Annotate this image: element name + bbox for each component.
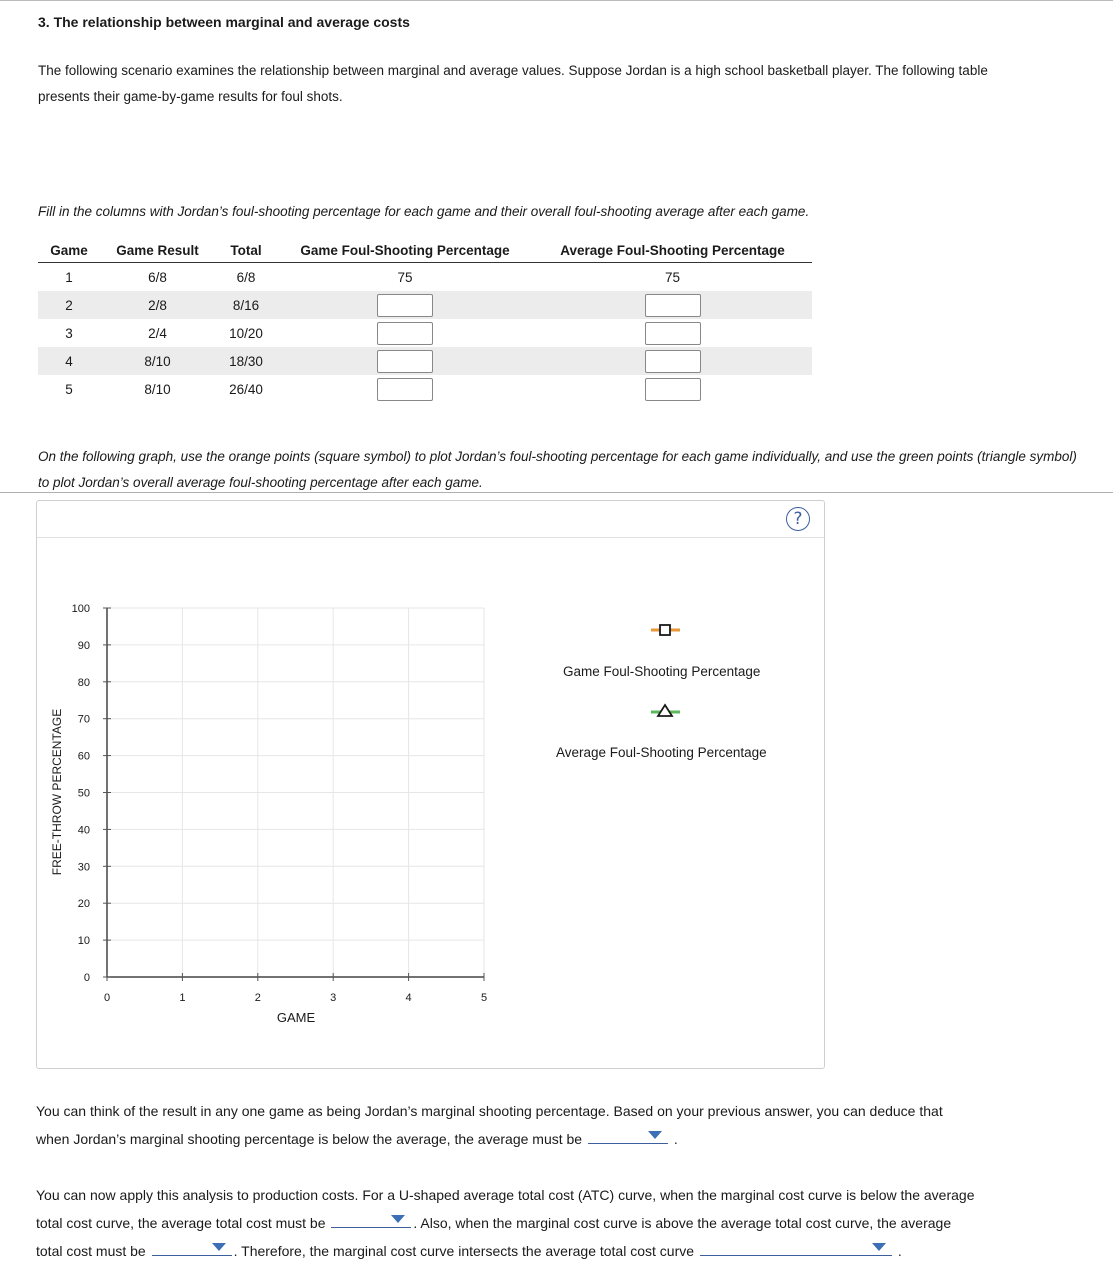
game-pct-input-4[interactable] xyxy=(377,350,433,373)
q1-text-1: You can think of the result in any one game as being Jordan’s marginal shooting percentage. Based on your previous answer, you can deduce that xyxy=(36,1103,943,1119)
top-divider xyxy=(0,0,1113,1)
y-tick-label: 70 xyxy=(77,713,90,726)
chevron-down-icon xyxy=(648,1131,662,1139)
legend-game-marker[interactable] xyxy=(651,625,680,635)
intro-text: The following scenario examines the relationship between marginal and average values. Suppose Jordan is a high school basketball player. The following table presents their game-by-game results for foul shots. xyxy=(38,63,988,104)
question-2 xyxy=(36,1181,1111,1265)
plot-area[interactable] xyxy=(37,501,824,1068)
header-game: Game xyxy=(38,238,100,263)
y-tick-label: 40 xyxy=(77,824,90,837)
legend-average-label: Average Foul-Shooting Percentage xyxy=(556,745,767,760)
q1-end: . xyxy=(673,1131,678,1147)
y-tick-label: 50 xyxy=(77,787,90,800)
y-tick-label: 80 xyxy=(77,676,90,689)
cell-result: 2/8 xyxy=(100,291,215,319)
x-tick-label: 2 xyxy=(254,992,261,1004)
y-tick-label: 100 xyxy=(71,603,90,615)
table-row xyxy=(38,347,812,375)
cell-game: 4 xyxy=(38,347,100,375)
q2-text-5: . Therefore, the marginal cost curve intersects the average total cost curve xyxy=(233,1243,695,1259)
q2-dropdown-3[interactable] xyxy=(700,1237,892,1256)
cell-result: 8/10 xyxy=(100,347,215,375)
avg-pct-input-3[interactable] xyxy=(645,322,701,345)
x-tick-label: 0 xyxy=(103,992,111,1004)
chevron-down-icon xyxy=(391,1215,405,1223)
cell-result: 8/10 xyxy=(144,381,171,397)
table-row xyxy=(38,291,812,319)
table-header-row xyxy=(38,238,812,263)
question-title: 3. The relationship between marginal and average costs xyxy=(38,14,410,30)
y-axis-label: FREE-THROW PERCENTAGE xyxy=(50,708,64,876)
q1-dropdown[interactable] xyxy=(588,1125,668,1144)
cell-result: 2/4 xyxy=(148,325,167,341)
q2-text-4: total cost must be xyxy=(36,1243,146,1259)
cell-total: 26/40 xyxy=(229,381,263,397)
help-icon[interactable]: ? xyxy=(786,507,810,531)
cell-total: 18/30 xyxy=(215,347,277,375)
avg-pct-input-5[interactable] xyxy=(645,378,701,401)
x-tick-label: 1 xyxy=(179,992,186,1004)
q2-text-3: . Also, when the marginal cost curve is above the average total cost curve, the average xyxy=(413,1215,952,1231)
legend-game-label: Game Foul-Shooting Percentage xyxy=(563,664,761,679)
x-axis-label: GAME xyxy=(276,1010,316,1025)
cell-game: 2 xyxy=(38,291,100,319)
cell-game: 3 xyxy=(65,325,73,341)
avg-pct-input-2[interactable] xyxy=(645,294,701,317)
question-1 xyxy=(36,1097,943,1153)
table-row xyxy=(38,263,812,292)
cell-total: 6/8 xyxy=(236,269,256,285)
y-tick-label: 90 xyxy=(77,639,90,652)
table-row xyxy=(38,375,812,403)
cell-game-pct: 75 xyxy=(397,269,413,285)
chevron-down-icon xyxy=(212,1243,226,1251)
y-tick-label: 20 xyxy=(77,898,90,911)
cell-game: 1 xyxy=(65,269,73,285)
table-instruction: Fill in the columns with Jordan’s foul-shooting percentage for each game and their overall foul-shooting average after each game. xyxy=(38,204,810,219)
game-pct-input-5[interactable] xyxy=(377,378,433,401)
header-total: Total xyxy=(215,238,277,263)
game-pct-input-3[interactable] xyxy=(377,322,433,345)
table-row xyxy=(38,319,812,347)
graph-instruction: On the following graph, use the orange points (square symbol) to plot Jordan’s foul-shooting percentage for each game individually, and use the green points (triangle symbol) to plot Jordan’s overall average foul-shooting percentage after each game. xyxy=(38,449,1077,490)
header-game-result: Game Result xyxy=(100,238,215,263)
game-pct-input-2[interactable] xyxy=(377,294,433,317)
cell-game: 5 xyxy=(65,381,73,397)
q2-dropdown-1[interactable] xyxy=(331,1209,411,1228)
header-game-pct: Game Foul-Shooting Percentage xyxy=(277,238,533,263)
header-avg-pct: Average Foul-Shooting Percentage xyxy=(533,238,812,263)
q2-end: . xyxy=(897,1243,902,1259)
graph-panel xyxy=(36,500,825,1069)
cell-avg-pct: 75 xyxy=(664,269,681,285)
q2-text-2: total cost curve, the average total cost must be xyxy=(36,1215,326,1231)
y-tick-label: 10 xyxy=(77,935,90,948)
cell-total: 8/16 xyxy=(215,291,277,319)
y-tick-label: 0 xyxy=(83,972,90,984)
section-divider xyxy=(0,492,1113,493)
legend-average-marker[interactable] xyxy=(651,705,680,716)
cell-total: 10/20 xyxy=(229,325,263,341)
x-tick-label: 5 xyxy=(480,992,488,1004)
avg-pct-input-4[interactable] xyxy=(645,350,701,373)
y-tick-label: 60 xyxy=(77,750,90,763)
x-tick-label: 4 xyxy=(405,992,412,1004)
q1-text-2: when Jordan’s marginal shooting percentage is below the average, the average must be xyxy=(36,1131,583,1147)
y-tick-label: 30 xyxy=(77,861,90,874)
foul-shot-table xyxy=(38,238,812,403)
chevron-down-icon xyxy=(872,1243,886,1251)
x-tick-label: 3 xyxy=(330,992,337,1004)
cell-result: 6/8 xyxy=(148,269,167,285)
q2-dropdown-2[interactable] xyxy=(152,1237,232,1256)
q2-text-1: You can now apply this analysis to production costs. For a U-shaped average total cost (ATC) curve, when the marginal cost curve is below the average xyxy=(36,1187,975,1203)
